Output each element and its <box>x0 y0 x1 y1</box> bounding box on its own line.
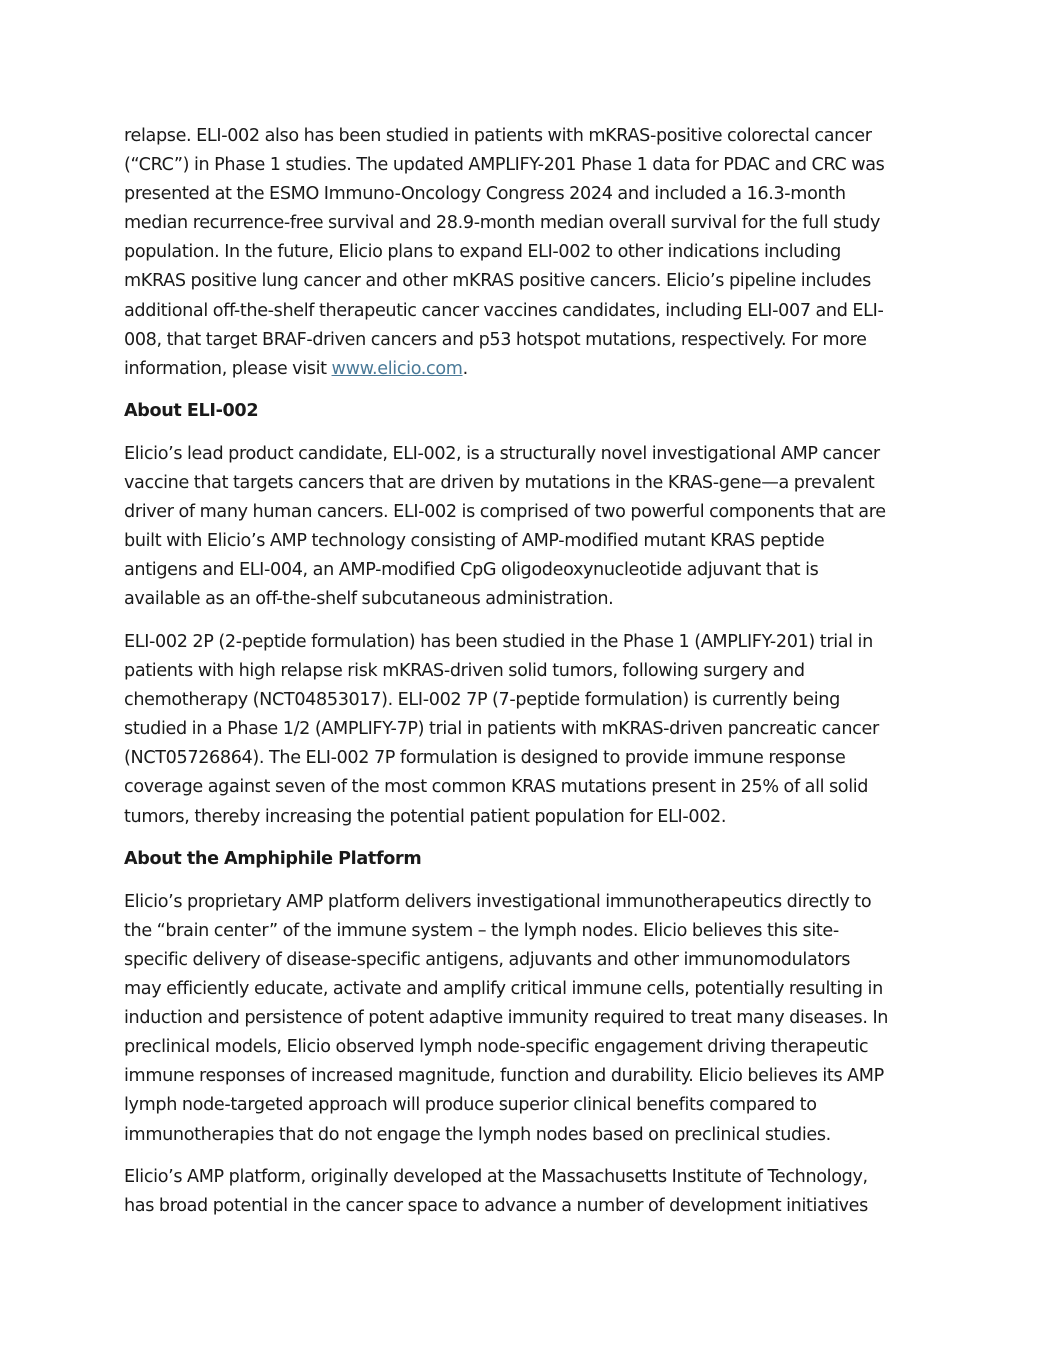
text-line: driver of many human cancers. ELI-002 is comprised of two powerful components that are <box>124 502 886 523</box>
section-heading-eli-002: About ELI-002 <box>124 401 259 422</box>
text-line: preclinical models, Elicio observed lymph node-specific engagement driving therapeutic <box>124 1037 869 1058</box>
text-line: built with Elicio’s AMP technology consisting of AMP-modified mutant KRAS peptide <box>124 531 825 552</box>
text-line: (“CRC”) in Phase 1 studies. The updated AMPLIFY-201 Phase 1 data for PDAC and CRC was <box>124 155 885 176</box>
text-line: studied in a Phase 1/2 (AMPLIFY-7P) trial in patients with mKRAS-driven pancreatic cancer <box>124 719 879 740</box>
text-line: specific delivery of disease-specific antigens, adjuvants and other immunomodulators <box>124 949 851 970</box>
text-line: Elicio’s AMP platform, originally developed at the Massachusetts Institute of Technology, <box>124 1167 868 1188</box>
text-line: immune responses of increased magnitude, function and durability. Elicio believes its AMP <box>124 1066 884 1087</box>
text-line: chemotherapy (NCT04853017). ELI-002 7P (7-peptide formulation) is currently being <box>124 690 840 711</box>
text-line: mKRAS positive lung cancer and other mKRAS positive cancers. Elicio’s pipeline includes <box>124 271 871 292</box>
text-line: presented at the ESMO Immuno-Oncology Congress 2024 and included a 16.3-month <box>124 184 846 205</box>
text-line: patients with high relapse risk mKRAS-driven solid tumors, following surgery and <box>124 661 805 682</box>
text-line-with-link <box>124 355 939 384</box>
text-line: the “brain center” of the immune system – the lymph nodes. Elicio believes this site- <box>124 920 839 941</box>
text-line: antigens and ELI-004, an AMP-modified CpG oligodeoxynucleotide adjuvant that is <box>124 560 819 581</box>
text-line: population. In the future, Elicio plans to expand ELI-002 to other indications including <box>124 242 841 263</box>
text-line: Elicio’s proprietary AMP platform delivers investigational immunotherapeutics directly to <box>124 891 872 912</box>
text-line: 008, that target BRAF-driven cancers and p53 hotspot mutations, respectively. For more <box>124 329 867 350</box>
platform-paragraph-2 <box>124 1163 939 1221</box>
elicio-website-link[interactable]: www.elicio.com <box>331 358 463 379</box>
section-heading-amphiphile-platform: About the Amphiphile Platform <box>124 849 422 870</box>
eli-002-paragraph-1 <box>124 440 939 615</box>
text-line: (NCT05726864). The ELI-002 7P formulation is designed to provide immune response <box>124 748 846 769</box>
text-line: ELI-002 2P (2-peptide formulation) has been studied in the Phase 1 (AMPLIFY-201) trial in <box>124 632 873 652</box>
text-line: coverage against seven of the most common KRAS mutations present in 25% of all solid <box>124 777 869 798</box>
intro-paragraph <box>124 122 939 384</box>
text-line: tumors, thereby increasing the potential patient population for ELI-002. <box>124 806 727 827</box>
text-line: additional off-the-shelf therapeutic cancer vaccines candidates, including ELI-007 and ELI- <box>124 300 884 321</box>
document-page <box>124 122 939 1235</box>
text-line: induction and persistence of potent adaptive immunity required to treat many diseases. In <box>124 1008 889 1029</box>
link-prefix: information, please visit <box>124 358 332 379</box>
eli-002-paragraph-2 <box>124 628 939 832</box>
text-line: may efficiently educate, activate and amplify critical immune cells, potentially resulting in <box>124 979 883 1000</box>
text-line: has broad potential in the cancer space to advance a number of development initiatives <box>124 1196 868 1217</box>
text-line: relapse. ELI-002 also has been studied in patients with mKRAS-positive colorectal cancer <box>124 126 872 146</box>
platform-paragraph-1 <box>124 888 939 1150</box>
link-suffix: . <box>462 358 468 379</box>
text-line: available as an off-the-shelf subcutaneous administration. <box>124 589 614 610</box>
text-line: Elicio’s lead product candidate, ELI-002, is a structurally novel investigational AMP cancer <box>124 443 880 464</box>
text-line: median recurrence-free survival and 28.9-month median overall survival for the full study <box>124 213 881 234</box>
text-line: lymph node-targeted approach will produce superior clinical benefits compared to <box>124 1095 817 1116</box>
text-line: immunotherapies that do not engage the lymph nodes based on preclinical studies. <box>124 1124 831 1145</box>
text-line: vaccine that targets cancers that are driven by mutations in the KRAS-gene—a prevalent <box>124 473 875 494</box>
